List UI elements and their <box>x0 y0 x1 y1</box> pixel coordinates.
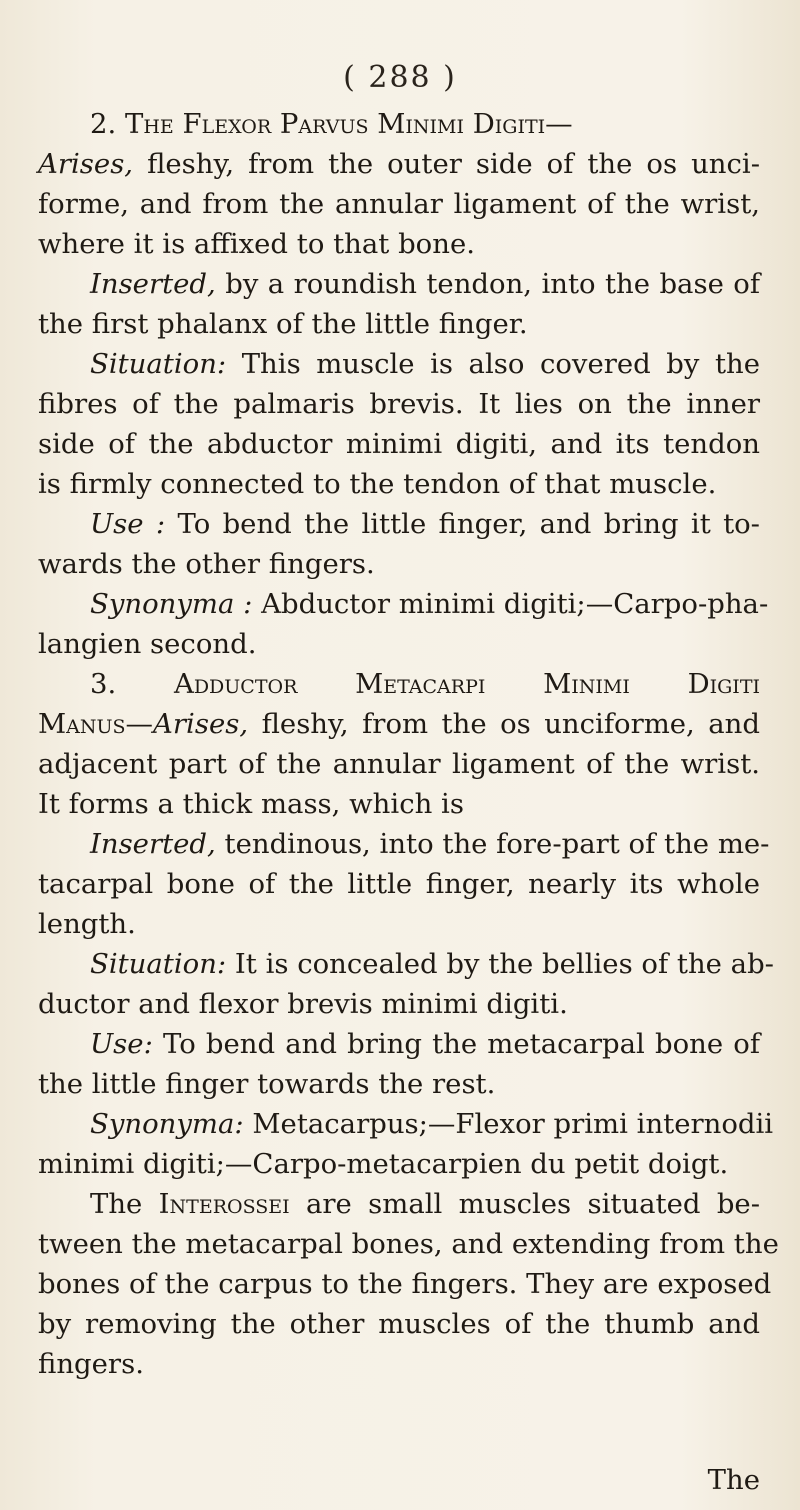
section-3-heading-line-1: 3. Adductor Metacarpi Minimi Digiti <box>90 668 760 700</box>
text-column <box>38 104 779 1384</box>
s2-arises-label: Arises, <box>38 148 134 180</box>
s2-situation-line-2: fibres of the palmaris brevis. It lies on the inner <box>38 388 760 420</box>
s3-inserted-line-1 <box>38 824 770 864</box>
s2-use-label: Use : <box>90 508 166 540</box>
s3-synonyma-label: Synonyma: <box>90 1108 244 1140</box>
s2-synonyma-label: Synonyma : <box>90 588 253 620</box>
s3-synonyma-line-2: minimi digiti;—Carpo-metacarpien du petit doigt. <box>38 1148 729 1180</box>
s3-inserted-line-3: length. <box>38 908 136 940</box>
s2-situation-line-1 <box>38 344 760 384</box>
s2-inserted-line-1 <box>38 264 760 304</box>
s3-use-label: Use: <box>90 1028 153 1060</box>
s2-synonyma-line-1 <box>38 584 769 624</box>
s3-use-text-1: To bend and bring the metacarpal bone of <box>163 1028 760 1060</box>
interossei-line-2: tween the metacarpal bones, and extending from the <box>38 1228 779 1260</box>
s3-situation-label: Situation: <box>90 948 227 980</box>
s3-arises-text-1: fleshy, from the os unciforme, and <box>261 708 760 740</box>
interossei-line-4: by removing the other muscles of the thumb and <box>38 1308 760 1340</box>
s3-inserted-label: Inserted, <box>90 828 216 860</box>
s2-arises-line-1 <box>38 144 760 184</box>
s2-arises-line-2: forme, and from the annular ligament of the wrist, <box>38 188 760 220</box>
section-2-heading: 2. The Flexor Parvus Minimi Digiti— <box>90 108 573 140</box>
s3-situation-text-1: It is concealed by the bellies of the ab- <box>234 948 774 980</box>
section-3-heading-line-2: Manus— <box>38 708 154 740</box>
s3-situation-line-2: ductor and flexor brevis minimi digiti. <box>38 988 568 1020</box>
s3-use-line-2: the little finger towards the rest. <box>38 1068 496 1100</box>
s2-synonyma-text-1: Abductor minimi digiti;—Carpo-pha- <box>261 588 769 620</box>
interossei-line-1 <box>38 1184 760 1224</box>
s2-arises-text-1: fleshy, from the outer side of the os unci- <box>147 148 760 180</box>
s2-situation-label: Situation: <box>90 348 227 380</box>
interossei-rest: are small muscles situated be- <box>306 1188 760 1220</box>
s2-use-line-1 <box>38 504 760 544</box>
catchword: The <box>707 1464 760 1496</box>
s2-use-text-1: To bend the little finger, and bring it to- <box>177 508 760 540</box>
s2-situation-line-4: is firmly connected to the tendon of that muscle. <box>38 468 717 500</box>
s3-synonyma-line-1 <box>38 1104 774 1144</box>
s3-inserted-line-2: tacarpal bone of the little finger, nearly its whole <box>38 868 760 900</box>
s3-synonyma-text-1: Metacarpus;—Flexor primi internodii <box>252 1108 774 1140</box>
s2-inserted-text-1: by a roundish tendon, into the base of <box>225 268 760 300</box>
s2-inserted-label: Inserted, <box>90 268 216 300</box>
s2-arises-line-3: where it is affixed to that bone. <box>38 228 475 260</box>
interossei-line-3: bones of the carpus to the fingers. They are exposed <box>38 1268 772 1300</box>
interossei-name: Interossei <box>158 1188 290 1220</box>
page-number: ( 288 ) <box>343 60 457 95</box>
s3-arises-line-1 <box>38 704 760 744</box>
s3-arises-line-2: adjacent part of the annular ligament of the wrist. <box>38 748 760 780</box>
s3-situation-line-1 <box>38 944 774 984</box>
s2-use-line-2: wards the other fingers. <box>38 548 375 580</box>
s2-synonyma-line-2: langien second. <box>38 628 257 660</box>
s2-situation-line-3: side of the abductor minimi digiti, and its tendon <box>38 428 760 460</box>
s2-inserted-line-2: the first phalanx of the little finger. <box>38 308 528 340</box>
interossei-line-5: fingers. <box>38 1348 144 1380</box>
interossei-start: The <box>90 1188 143 1220</box>
s3-arises-label: Arises, <box>153 708 249 740</box>
s3-use-line-1 <box>38 1024 760 1064</box>
s3-arises-line-3: It forms a thick mass, which is <box>38 788 464 820</box>
s3-inserted-text-1: tendinous, into the fore-part of the me- <box>224 828 770 860</box>
s2-situation-text-1: This muscle is also covered by the <box>241 348 760 380</box>
